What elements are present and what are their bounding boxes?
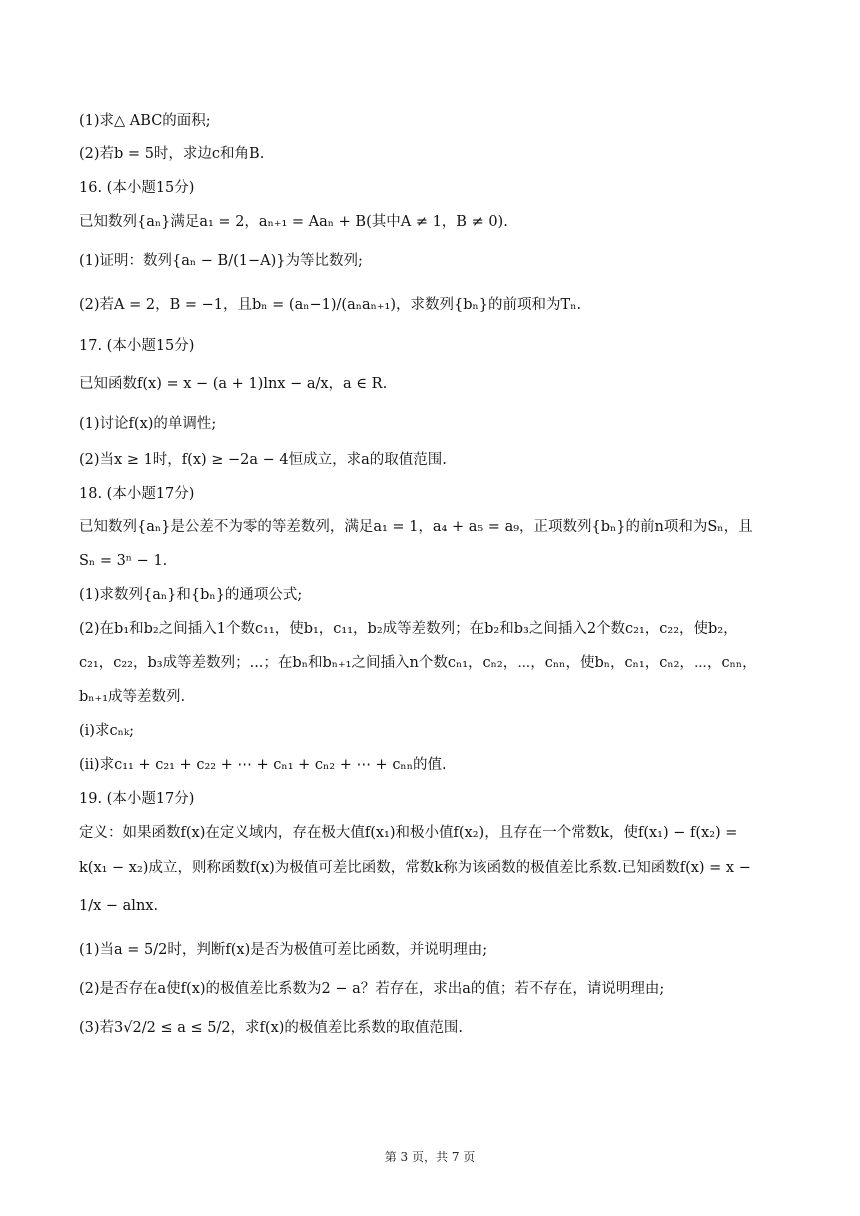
text-line: 17. (本小题15分) xyxy=(79,338,195,354)
text-line: (1)当a = 5/2时，判断f(x)是否为极值可差比函数，并说明理由; xyxy=(79,942,488,958)
text-line: k(x₁ − x₂)成立，则称函数f(x)为极值可差比函数，常数k称为该函数的极值差比系数.已知函数f(x) = x − xyxy=(79,860,751,876)
text-line: (2)在b₁和b₂之间插入1个数c₁₁，使b₁，c₁₁，b₂成等差数列；在b₂和b₃之间插入2个数c₂₁，c₂₂，使b₂， xyxy=(79,621,738,637)
text-line: Sₙ = 3ⁿ − 1. xyxy=(79,553,168,569)
text-line: 16. (本小题15分) xyxy=(79,180,195,196)
text-line: (3)若3√2/2 ≤ a ≤ 5/2，求f(x)的极值差比系数的取值范围. xyxy=(79,1020,464,1036)
text-line: bₙ₊₁成等差数列. xyxy=(79,689,186,705)
text-line: (1)求数列{aₙ}和{bₙ}的通项公式; xyxy=(79,587,303,603)
text-line: 已知函数f(x) = x − (a + 1)lnx − a/x，a ∈ R. xyxy=(79,376,388,392)
text-line: 18. (本小题17分) xyxy=(79,486,195,502)
text-line: (ⅰ)求cₙₖ; xyxy=(79,723,135,739)
text-line: (1)求△ ABC的面积; xyxy=(79,113,211,129)
page-number-footer: 第 3 页，共 7 页 xyxy=(384,1150,476,1164)
text-line: (ⅱ)求c₁₁ + c₂₁ + c₂₂ + ⋯ + cₙ₁ + cₙ₂ + ⋯ + cₙₙ的值. xyxy=(79,757,447,773)
text-line: (1)讨论f(x)的单调性; xyxy=(79,416,217,432)
text-line: 定义：如果函数f(x)在定义域内，存在极大值f(x₁)和极小值f(x₂)，且存在一个常数k，使f(x₁) − f(x₂) = xyxy=(79,825,738,841)
text-line: c₂₁，c₂₂，b₃成等差数列；...；在bₙ和bₙ₊₁之间插入n个数cₙ₁，cₙ₂，⋯，cₙₙ，使bₙ，cₙ₁，cₙ₂，⋯，cₙₙ， xyxy=(79,655,757,671)
text-line: 已知数列{aₙ}是公差不为零的等差数列，满足a₁ = 1，a₄ + a₅ = a₉，正项数列{bₙ}的前n项和为Sₙ，且 xyxy=(79,519,753,535)
text-line: (2)是否存在a使f(x)的极值差比系数为2 − a？若存在，求出a的值；若不存在，请说明理由; xyxy=(79,981,665,997)
text-line: (2)若b = 5时，求边c和角B. xyxy=(79,146,265,162)
text-line: 19. (本小题17分) xyxy=(79,791,195,807)
text-line: (2)若A = 2，B = −1，且bₙ = (aₙ−1)/(aₙaₙ₊₁)，求数列{bₙ}的前项和为Tₙ. xyxy=(79,297,582,313)
text-line: 1/x − alnx. xyxy=(79,898,159,914)
text-line: (2)当x ≥ 1时，f(x) ≥ −2a − 4恒成立，求a的取值范围. xyxy=(79,452,447,468)
text-line: (1)证明：数列{aₙ − B/(1−A)}为等比数列; xyxy=(79,253,363,269)
text-line: 已知数列{aₙ}满足a₁ = 2，aₙ₊₁ = Aaₙ + B(其中A ≠ 1，B ≠ 0). xyxy=(79,214,508,230)
